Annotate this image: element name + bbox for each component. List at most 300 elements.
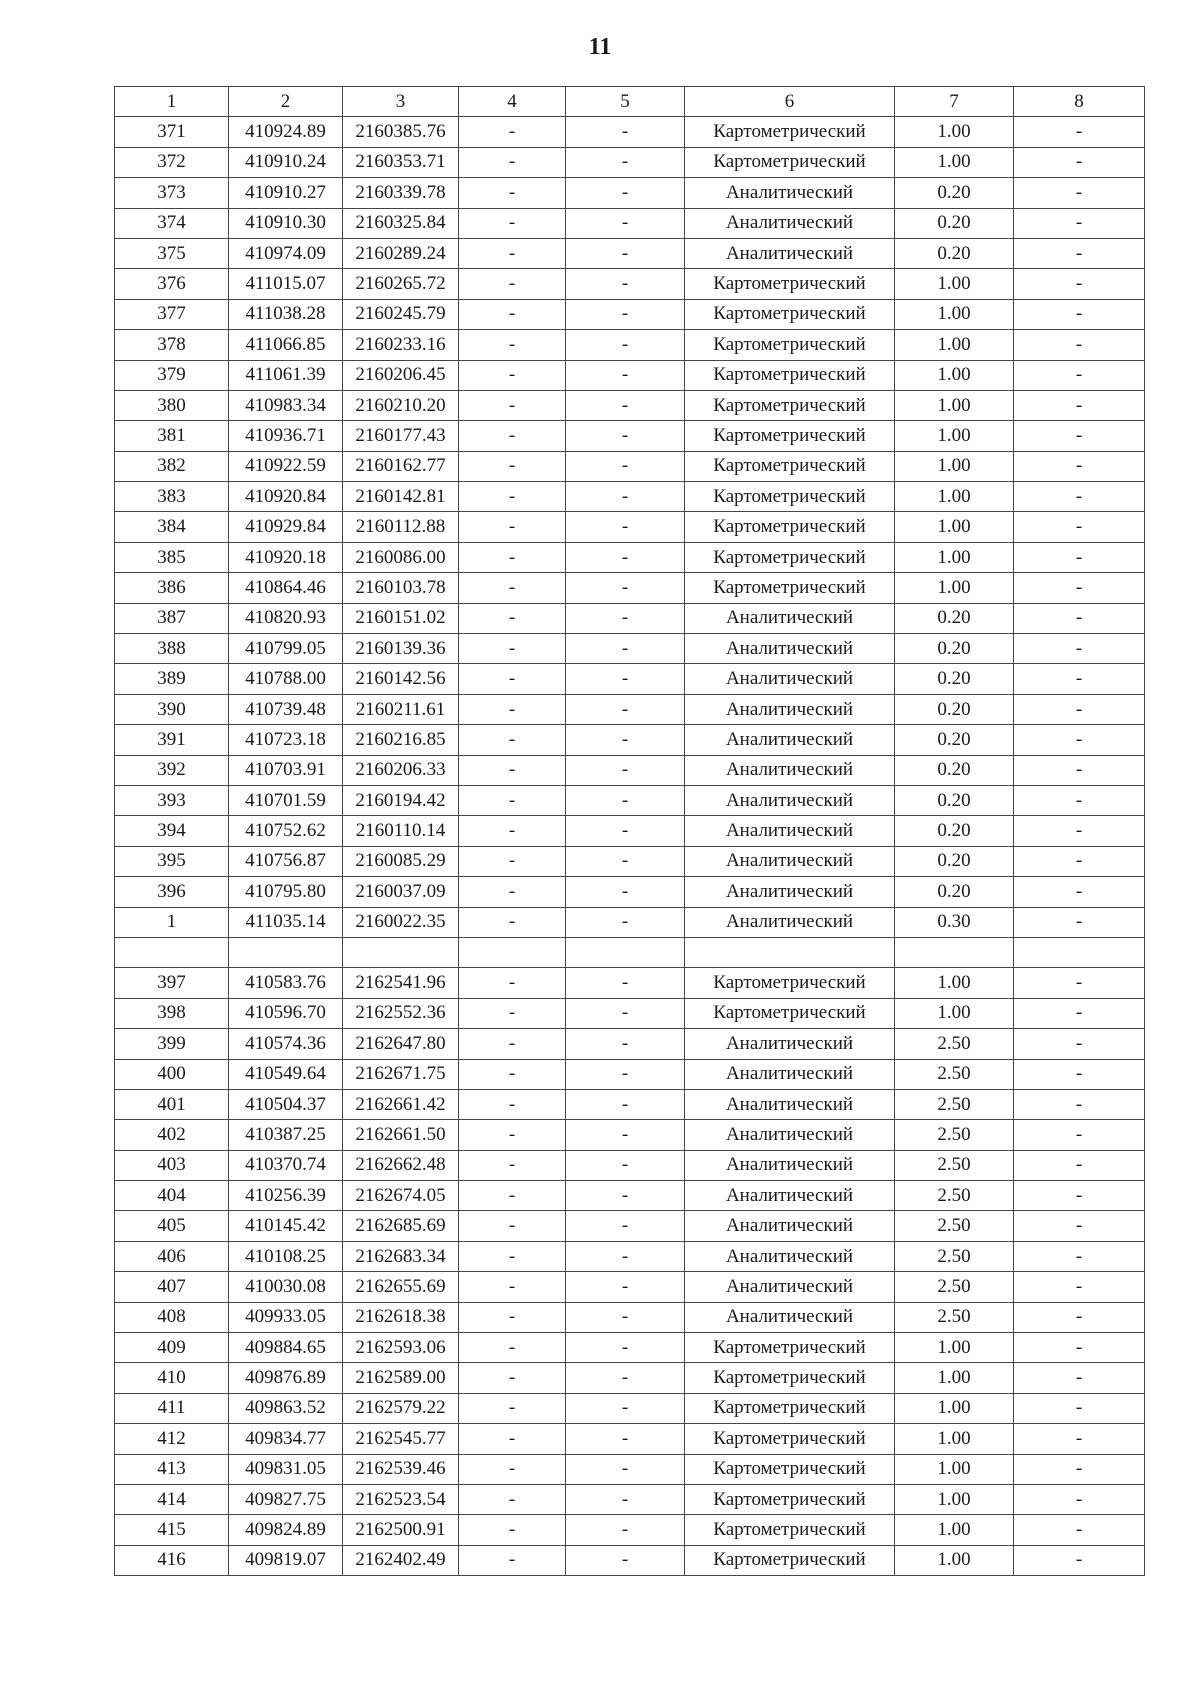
cell-col-5: - bbox=[566, 1363, 685, 1393]
cell-col-5: - bbox=[566, 482, 685, 512]
cell-method: Картометрический bbox=[685, 1545, 895, 1575]
cell-y-coordinate: 2160206.33 bbox=[343, 755, 459, 785]
table-row bbox=[115, 1272, 1145, 1302]
cell-y-coordinate: 2160245.79 bbox=[343, 299, 459, 329]
cell-accuracy: 1.00 bbox=[895, 573, 1014, 603]
cell-accuracy: 0.20 bbox=[895, 208, 1014, 238]
cell-accuracy: 1.00 bbox=[895, 482, 1014, 512]
cell-col-4: - bbox=[459, 1393, 566, 1423]
cell-method: Картометрический bbox=[685, 1454, 895, 1484]
cell-col-5: - bbox=[566, 725, 685, 755]
cell-x-coordinate: 409831.05 bbox=[229, 1454, 343, 1484]
cell-accuracy: 1.00 bbox=[895, 299, 1014, 329]
cell-col-5: - bbox=[566, 1272, 685, 1302]
cell-method: Аналитический bbox=[685, 785, 895, 815]
cell-y-coordinate: 2162589.00 bbox=[343, 1363, 459, 1393]
cell-col-8: - bbox=[1014, 1241, 1145, 1271]
page-number: 11 bbox=[588, 34, 612, 60]
cell-col-8: - bbox=[1014, 634, 1145, 664]
cell-col-5: - bbox=[566, 664, 685, 694]
cell-accuracy: 1.00 bbox=[895, 1363, 1014, 1393]
cell-y-coordinate: 2160265.72 bbox=[343, 269, 459, 299]
cell-accuracy: 0.20 bbox=[895, 178, 1014, 208]
cell-x-coordinate: 410703.91 bbox=[229, 755, 343, 785]
table-row bbox=[115, 1241, 1145, 1271]
table-row bbox=[115, 877, 1145, 907]
cell-accuracy: 0.20 bbox=[895, 603, 1014, 633]
cell-y-coordinate: 2160325.84 bbox=[343, 208, 459, 238]
cell-x-coordinate: 410920.84 bbox=[229, 482, 343, 512]
cell-y-coordinate: 2160177.43 bbox=[343, 421, 459, 451]
cell-col-5: - bbox=[566, 360, 685, 390]
cell-col-5: - bbox=[566, 238, 685, 268]
column-header-6: 6 bbox=[685, 87, 895, 117]
cell-col-5: - bbox=[566, 877, 685, 907]
cell-accuracy: 1.00 bbox=[895, 421, 1014, 451]
cell-col-5: - bbox=[566, 1089, 685, 1119]
cell-col-5: - bbox=[566, 1211, 685, 1241]
table-row bbox=[115, 1454, 1145, 1484]
cell-accuracy: 1.00 bbox=[895, 1454, 1014, 1484]
cell-point-number: 406 bbox=[115, 1241, 229, 1271]
cell-accuracy: 1.00 bbox=[895, 542, 1014, 572]
cell-point-number: 403 bbox=[115, 1150, 229, 1180]
cell-col-5: - bbox=[566, 1302, 685, 1332]
cell-accuracy: 1.00 bbox=[895, 512, 1014, 542]
cell-point-number: 381 bbox=[115, 421, 229, 451]
table-row bbox=[115, 937, 1145, 967]
cell-col-5: - bbox=[566, 330, 685, 360]
cell-method: Картометрический bbox=[685, 1363, 895, 1393]
cell-y-coordinate: 2160339.78 bbox=[343, 178, 459, 208]
cell-method: Аналитический bbox=[685, 846, 895, 876]
cell-col-5: - bbox=[566, 147, 685, 177]
cell-accuracy: 1.00 bbox=[895, 451, 1014, 481]
cell-col-4: - bbox=[459, 390, 566, 420]
cell-y-coordinate: 2162541.96 bbox=[343, 968, 459, 998]
table-row bbox=[115, 755, 1145, 785]
cell-col-4: - bbox=[459, 725, 566, 755]
cell-method: Аналитический bbox=[685, 1059, 895, 1089]
cell-method: Картометрический bbox=[685, 512, 895, 542]
cell-col-4: - bbox=[459, 694, 566, 724]
cell-col-5: - bbox=[566, 1241, 685, 1271]
table-row bbox=[115, 907, 1145, 937]
cell-col-8: - bbox=[1014, 907, 1145, 937]
cell-y-coordinate: 2160385.76 bbox=[343, 117, 459, 147]
cell-point-number: 1 bbox=[115, 907, 229, 937]
cell-col-8: - bbox=[1014, 998, 1145, 1028]
cell-col-5: - bbox=[566, 694, 685, 724]
cell-x-coordinate: 410910.30 bbox=[229, 208, 343, 238]
cell-col-5: - bbox=[566, 1181, 685, 1211]
cell-point-number: 391 bbox=[115, 725, 229, 755]
cell-method: Аналитический bbox=[685, 725, 895, 755]
cell-point-number: 412 bbox=[115, 1424, 229, 1454]
cell-accuracy: 1.00 bbox=[895, 1424, 1014, 1454]
cell-point-number: 377 bbox=[115, 299, 229, 329]
cell-x-coordinate: 409827.75 bbox=[229, 1484, 343, 1514]
cell-method: Картометрический bbox=[685, 330, 895, 360]
cell-method: Аналитический bbox=[685, 877, 895, 907]
table-row bbox=[115, 1302, 1145, 1332]
cell-x-coordinate: 410145.42 bbox=[229, 1211, 343, 1241]
cell-point-number: 401 bbox=[115, 1089, 229, 1119]
cell-x-coordinate: 410922.59 bbox=[229, 451, 343, 481]
cell-col-5: - bbox=[566, 603, 685, 633]
cell-accuracy: 0.20 bbox=[895, 238, 1014, 268]
cell-col-8: - bbox=[1014, 360, 1145, 390]
table-row bbox=[115, 1393, 1145, 1423]
cell-col-4: - bbox=[459, 634, 566, 664]
cell-y-coordinate: 2162579.22 bbox=[343, 1393, 459, 1423]
table-row bbox=[115, 1515, 1145, 1545]
cell-x-coordinate: 410574.36 bbox=[229, 1029, 343, 1059]
cell-col-5: - bbox=[566, 208, 685, 238]
cell-col-8: - bbox=[1014, 1150, 1145, 1180]
cell-point-number: 409 bbox=[115, 1333, 229, 1363]
cell-point-number: 416 bbox=[115, 1545, 229, 1575]
cell-x-coordinate: 411035.14 bbox=[229, 907, 343, 937]
table-row bbox=[115, 664, 1145, 694]
cell-point-number: 383 bbox=[115, 482, 229, 512]
cell-x-coordinate: 411015.07 bbox=[229, 269, 343, 299]
cell-y-coordinate: 2162647.80 bbox=[343, 1029, 459, 1059]
cell-y-coordinate: 2162523.54 bbox=[343, 1484, 459, 1514]
cell-x-coordinate: 409863.52 bbox=[229, 1393, 343, 1423]
cell-method: Аналитический bbox=[685, 178, 895, 208]
cell-col-4: - bbox=[459, 1302, 566, 1332]
cell-col-8: - bbox=[1014, 1454, 1145, 1484]
cell-col-8: - bbox=[1014, 482, 1145, 512]
cell-col-5: - bbox=[566, 968, 685, 998]
cell-point-number: 400 bbox=[115, 1059, 229, 1089]
cell-accuracy: 0.20 bbox=[895, 846, 1014, 876]
cell-col-4: - bbox=[459, 1059, 566, 1089]
table-row bbox=[115, 1333, 1145, 1363]
cell-col-5: - bbox=[566, 512, 685, 542]
cell-point-number: 379 bbox=[115, 360, 229, 390]
table-row bbox=[115, 178, 1145, 208]
cell-col-8: - bbox=[1014, 269, 1145, 299]
cell-y-coordinate: 2160022.35 bbox=[343, 907, 459, 937]
cell-y-coordinate: 2160289.24 bbox=[343, 238, 459, 268]
cell-method: Аналитический bbox=[685, 1120, 895, 1150]
cell-col-5: - bbox=[566, 390, 685, 420]
cell-y-coordinate: 2160103.78 bbox=[343, 573, 459, 603]
cell-col-5: - bbox=[566, 451, 685, 481]
cell-col-8: - bbox=[1014, 1120, 1145, 1150]
cell-accuracy: 1.00 bbox=[895, 1515, 1014, 1545]
cell-point-number: 399 bbox=[115, 1029, 229, 1059]
cell-col-5: - bbox=[566, 785, 685, 815]
cell-method: Картометрический bbox=[685, 451, 895, 481]
cell-y-coordinate: 2162661.50 bbox=[343, 1120, 459, 1150]
cell-point-number: 374 bbox=[115, 208, 229, 238]
table-row bbox=[115, 1059, 1145, 1089]
cell-col-5: - bbox=[566, 1333, 685, 1363]
cell-col-8: - bbox=[1014, 968, 1145, 998]
cell-x-coordinate: 410108.25 bbox=[229, 1241, 343, 1271]
cell-point-number: 385 bbox=[115, 542, 229, 572]
cell-col-5: - bbox=[566, 117, 685, 147]
cell-accuracy: 1.00 bbox=[895, 269, 1014, 299]
cell-col-4: - bbox=[459, 542, 566, 572]
cell-col-4: - bbox=[459, 269, 566, 299]
cell-col-5: - bbox=[566, 907, 685, 937]
cell-x-coordinate: 410929.84 bbox=[229, 512, 343, 542]
table-row bbox=[115, 542, 1145, 572]
cell-col-4: - bbox=[459, 603, 566, 633]
cell-col-4: - bbox=[459, 1424, 566, 1454]
cell-col-5: - bbox=[566, 998, 685, 1028]
cell-x-coordinate: 410820.93 bbox=[229, 603, 343, 633]
cell-accuracy: 1.00 bbox=[895, 998, 1014, 1028]
cell-point-number: 382 bbox=[115, 451, 229, 481]
table-row bbox=[115, 299, 1145, 329]
cell-col-5: - bbox=[566, 1150, 685, 1180]
column-header-4: 4 bbox=[459, 87, 566, 117]
cell-col-5: - bbox=[566, 1454, 685, 1484]
cell-col-4: - bbox=[459, 1484, 566, 1514]
cell-method: Картометрический bbox=[685, 117, 895, 147]
cell-col-8: - bbox=[1014, 877, 1145, 907]
cell-method: Аналитический bbox=[685, 664, 895, 694]
table-row bbox=[115, 1120, 1145, 1150]
cell-col-8: - bbox=[1014, 1333, 1145, 1363]
cell-accuracy: 0.20 bbox=[895, 785, 1014, 815]
cell-x-coordinate: 410910.24 bbox=[229, 147, 343, 177]
cell-col-4: - bbox=[459, 1272, 566, 1302]
cell-method: Картометрический bbox=[685, 1515, 895, 1545]
cell-x-coordinate: 410983.34 bbox=[229, 390, 343, 420]
cell-y-coordinate: 2160142.81 bbox=[343, 482, 459, 512]
table-row bbox=[115, 1181, 1145, 1211]
cell-col-4: - bbox=[459, 998, 566, 1028]
cell-col-8: - bbox=[1014, 208, 1145, 238]
cell-x-coordinate: 410549.64 bbox=[229, 1059, 343, 1089]
cell-accuracy: 1.00 bbox=[895, 390, 1014, 420]
cell-y-coordinate: 2160206.45 bbox=[343, 360, 459, 390]
cell-accuracy: 0.20 bbox=[895, 877, 1014, 907]
cell-point-number: 394 bbox=[115, 816, 229, 846]
cell-point-number: 410 bbox=[115, 1363, 229, 1393]
cell-y-coordinate: 2162402.49 bbox=[343, 1545, 459, 1575]
cell-point-number: 392 bbox=[115, 755, 229, 785]
cell-col-5: - bbox=[566, 299, 685, 329]
column-header-1: 1 bbox=[115, 87, 229, 117]
cell-col-8: - bbox=[1014, 1393, 1145, 1423]
cell-point-number: 413 bbox=[115, 1454, 229, 1484]
table-row bbox=[115, 1363, 1145, 1393]
cell-col-4: - bbox=[459, 1333, 566, 1363]
cell-col-8: - bbox=[1014, 1089, 1145, 1119]
cell-col-8: - bbox=[1014, 725, 1145, 755]
cell-point-number: 378 bbox=[115, 330, 229, 360]
table-row bbox=[115, 573, 1145, 603]
cell-accuracy: 0.20 bbox=[895, 664, 1014, 694]
table-row bbox=[115, 634, 1145, 664]
cell-y-coordinate: 2160194.42 bbox=[343, 785, 459, 815]
cell-point-number: 387 bbox=[115, 603, 229, 633]
cell-method: Аналитический bbox=[685, 1272, 895, 1302]
table-row bbox=[115, 694, 1145, 724]
cell-y-coordinate: 2160085.29 bbox=[343, 846, 459, 876]
cell-accuracy: 0.20 bbox=[895, 634, 1014, 664]
cell-point-number: 415 bbox=[115, 1515, 229, 1545]
cell-method: Картометрический bbox=[685, 1424, 895, 1454]
cell-col-5: - bbox=[566, 1029, 685, 1059]
cell-method: Аналитический bbox=[685, 1150, 895, 1180]
column-header-7: 7 bbox=[895, 87, 1014, 117]
cell-accuracy: 2.50 bbox=[895, 1211, 1014, 1241]
cell-col-4 bbox=[459, 937, 566, 967]
cell-x-coordinate: 410723.18 bbox=[229, 725, 343, 755]
cell-x-coordinate: 410752.62 bbox=[229, 816, 343, 846]
cell-col-4: - bbox=[459, 1211, 566, 1241]
table-row bbox=[115, 1029, 1145, 1059]
cell-col-4: - bbox=[459, 664, 566, 694]
cell-col-4: - bbox=[459, 907, 566, 937]
cell-y-coordinate: 2162683.34 bbox=[343, 1241, 459, 1271]
cell-method: Аналитический bbox=[685, 1181, 895, 1211]
cell-x-coordinate: 410799.05 bbox=[229, 634, 343, 664]
cell-method: Картометрический bbox=[685, 968, 895, 998]
coordinates-table bbox=[114, 86, 1145, 1576]
cell-method: Аналитический bbox=[685, 634, 895, 664]
table-row bbox=[115, 603, 1145, 633]
cell-method: Картометрический bbox=[685, 421, 895, 451]
cell-col-4: - bbox=[459, 147, 566, 177]
cell-point-number: 408 bbox=[115, 1302, 229, 1332]
table-row bbox=[115, 269, 1145, 299]
cell-accuracy: 1.00 bbox=[895, 147, 1014, 177]
cell-col-4: - bbox=[459, 451, 566, 481]
cell-col-8: - bbox=[1014, 1272, 1145, 1302]
cell-method: Аналитический bbox=[685, 208, 895, 238]
cell-col-4: - bbox=[459, 1363, 566, 1393]
table-row bbox=[115, 1545, 1145, 1575]
cell-method: Картометрический bbox=[685, 360, 895, 390]
cell-y-coordinate: 2160086.00 bbox=[343, 542, 459, 572]
cell-col-4: - bbox=[459, 573, 566, 603]
cell-col-5: - bbox=[566, 1059, 685, 1089]
cell-x-coordinate: 410756.87 bbox=[229, 846, 343, 876]
table-row bbox=[115, 208, 1145, 238]
cell-point-number: 393 bbox=[115, 785, 229, 815]
cell-point-number: 372 bbox=[115, 147, 229, 177]
cell-col-8: - bbox=[1014, 573, 1145, 603]
cell-col-4: - bbox=[459, 117, 566, 147]
table-body bbox=[115, 87, 1145, 1576]
cell-y-coordinate: 2162674.05 bbox=[343, 1181, 459, 1211]
cell-y-coordinate: 2160216.85 bbox=[343, 725, 459, 755]
cell-point-number: 402 bbox=[115, 1120, 229, 1150]
cell-x-coordinate: 411038.28 bbox=[229, 299, 343, 329]
cell-x-coordinate: 409824.89 bbox=[229, 1515, 343, 1545]
cell-method: Аналитический bbox=[685, 816, 895, 846]
cell-x-coordinate: 410504.37 bbox=[229, 1089, 343, 1119]
cell-accuracy: 0.20 bbox=[895, 755, 1014, 785]
table-row bbox=[115, 1484, 1145, 1514]
cell-x-coordinate: 410370.74 bbox=[229, 1150, 343, 1180]
table-row bbox=[115, 998, 1145, 1028]
table-row bbox=[115, 1089, 1145, 1119]
cell-col-4: - bbox=[459, 482, 566, 512]
cell-y-coordinate: 2160112.88 bbox=[343, 512, 459, 542]
cell-method: Аналитический bbox=[685, 238, 895, 268]
table-row bbox=[115, 725, 1145, 755]
table-row bbox=[115, 147, 1145, 177]
cell-method: Аналитический bbox=[685, 1029, 895, 1059]
cell-col-5: - bbox=[566, 1545, 685, 1575]
cell-y-coordinate: 2162661.42 bbox=[343, 1089, 459, 1119]
cell-x-coordinate: 410920.18 bbox=[229, 542, 343, 572]
cell-y-coordinate: 2162545.77 bbox=[343, 1424, 459, 1454]
cell-col-5: - bbox=[566, 755, 685, 785]
cell-col-4: - bbox=[459, 421, 566, 451]
cell-accuracy: 1.00 bbox=[895, 360, 1014, 390]
table-row bbox=[115, 1211, 1145, 1241]
cell-col-5: - bbox=[566, 542, 685, 572]
cell-col-5 bbox=[566, 937, 685, 967]
table-row bbox=[115, 816, 1145, 846]
cell-point-number: 396 bbox=[115, 877, 229, 907]
cell-x-coordinate: 411066.85 bbox=[229, 330, 343, 360]
cell-col-4: - bbox=[459, 330, 566, 360]
cell-point-number: 395 bbox=[115, 846, 229, 876]
cell-accuracy: 1.00 bbox=[895, 117, 1014, 147]
cell-col-4: - bbox=[459, 1120, 566, 1150]
cell-x-coordinate bbox=[229, 937, 343, 967]
cell-method: Картометрический bbox=[685, 147, 895, 177]
cell-y-coordinate: 2160211.61 bbox=[343, 694, 459, 724]
cell-col-8: - bbox=[1014, 421, 1145, 451]
cell-y-coordinate: 2160151.02 bbox=[343, 603, 459, 633]
cell-x-coordinate: 410030.08 bbox=[229, 1272, 343, 1302]
table-row bbox=[115, 1424, 1145, 1454]
cell-col-8: - bbox=[1014, 1363, 1145, 1393]
cell-accuracy: 1.00 bbox=[895, 1545, 1014, 1575]
column-header-8: 8 bbox=[1014, 87, 1145, 117]
cell-x-coordinate: 410739.48 bbox=[229, 694, 343, 724]
table-row bbox=[115, 238, 1145, 268]
cell-col-4: - bbox=[459, 755, 566, 785]
table-row bbox=[115, 360, 1145, 390]
cell-col-5: - bbox=[566, 1484, 685, 1514]
cell-method: Аналитический bbox=[685, 907, 895, 937]
cell-col-8: - bbox=[1014, 603, 1145, 633]
cell-col-5: - bbox=[566, 634, 685, 664]
cell-col-8: - bbox=[1014, 178, 1145, 208]
cell-col-4: - bbox=[459, 1515, 566, 1545]
cell-col-4: - bbox=[459, 360, 566, 390]
cell-y-coordinate: 2160162.77 bbox=[343, 451, 459, 481]
cell-col-8: - bbox=[1014, 1181, 1145, 1211]
cell-point-number: 373 bbox=[115, 178, 229, 208]
cell-point-number: 390 bbox=[115, 694, 229, 724]
cell-col-5: - bbox=[566, 1120, 685, 1150]
cell-accuracy: 0.30 bbox=[895, 907, 1014, 937]
cell-x-coordinate: 409819.07 bbox=[229, 1545, 343, 1575]
cell-accuracy: 2.50 bbox=[895, 1302, 1014, 1332]
table-row bbox=[115, 390, 1145, 420]
cell-col-8: - bbox=[1014, 1484, 1145, 1514]
cell-point-number: 404 bbox=[115, 1181, 229, 1211]
cell-method: Аналитический bbox=[685, 755, 895, 785]
cell-col-4: - bbox=[459, 178, 566, 208]
cell-col-5: - bbox=[566, 178, 685, 208]
